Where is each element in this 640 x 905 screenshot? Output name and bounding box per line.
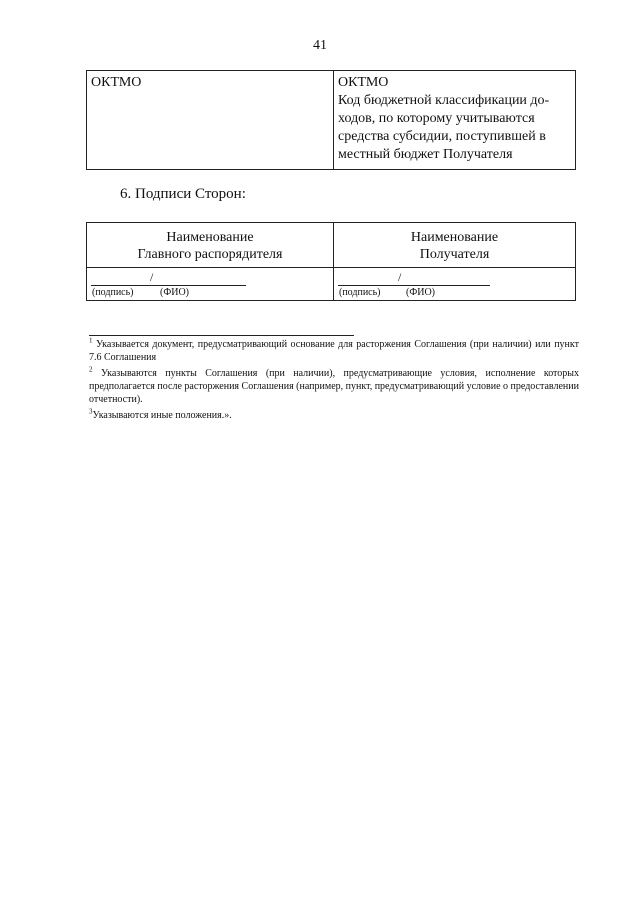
footnote-text: Указываются пункты Соглашения (при наличии), предусматривающие условия, исполнение которых предполагается после расторжения Соглашения (например, пункт, предусматривающий условие о предоставлении отчетности). <box>89 368 580 405</box>
footnote-mark: 1 <box>89 336 93 345</box>
footnotes <box>89 338 579 425</box>
heading-line: Наименование <box>410 230 499 245</box>
signature-caption: (подпись) <box>92 287 134 298</box>
footnote-item <box>89 338 579 364</box>
name-line <box>402 285 490 286</box>
footnote-text: Указывается документ, предусматривающий основание для расторжения Соглашения (при наличии) или пункт 7.6 Соглашения <box>89 339 579 363</box>
signature-column-main-manager <box>87 223 334 300</box>
heading-line: Получателя <box>419 247 490 262</box>
signature-column-heading <box>87 223 333 268</box>
signature-line <box>91 285 154 286</box>
oktmo-right-cell <box>334 71 575 169</box>
footnote-mark: 3 <box>89 407 93 416</box>
name-line <box>154 285 246 286</box>
footnote-text: Указываются иные положения.». <box>92 410 232 421</box>
signature-line <box>338 285 402 286</box>
signature-column-heading <box>334 223 575 268</box>
oktmo-table <box>86 70 576 170</box>
signature-caption: (подпись) <box>339 287 381 298</box>
oktmo-right-line: средства субсидии, поступившей в <box>338 129 546 144</box>
signature-column-recipient <box>334 223 575 300</box>
signatures-table <box>86 222 576 301</box>
oktmo-left-text: ОКТМО <box>91 75 142 90</box>
footnote-mark: 2 <box>89 365 93 374</box>
heading-line: Главного распорядителя <box>137 247 283 262</box>
section-heading: 6. Подписи Сторон: <box>120 186 246 202</box>
oktmo-right-line: ОКТМО <box>338 75 389 90</box>
footnote-item <box>89 409 579 422</box>
name-caption: (ФИО) <box>160 287 190 298</box>
oktmo-right-line: местный бюджет Получателя <box>338 147 513 162</box>
oktmo-right-line: Код бюджетной классификации до- <box>338 93 550 108</box>
name-caption: (ФИО) <box>406 287 436 298</box>
signature-slash: / <box>150 270 154 284</box>
signature-slash: / <box>398 270 402 284</box>
footnote-separator <box>89 335 354 336</box>
page-number: 41 <box>313 38 327 53</box>
footnote-item <box>89 367 579 406</box>
heading-line: Наименование <box>166 230 254 245</box>
oktmo-left-cell <box>87 71 334 169</box>
oktmo-right-line: ходов, по которому учитываются <box>338 111 535 126</box>
